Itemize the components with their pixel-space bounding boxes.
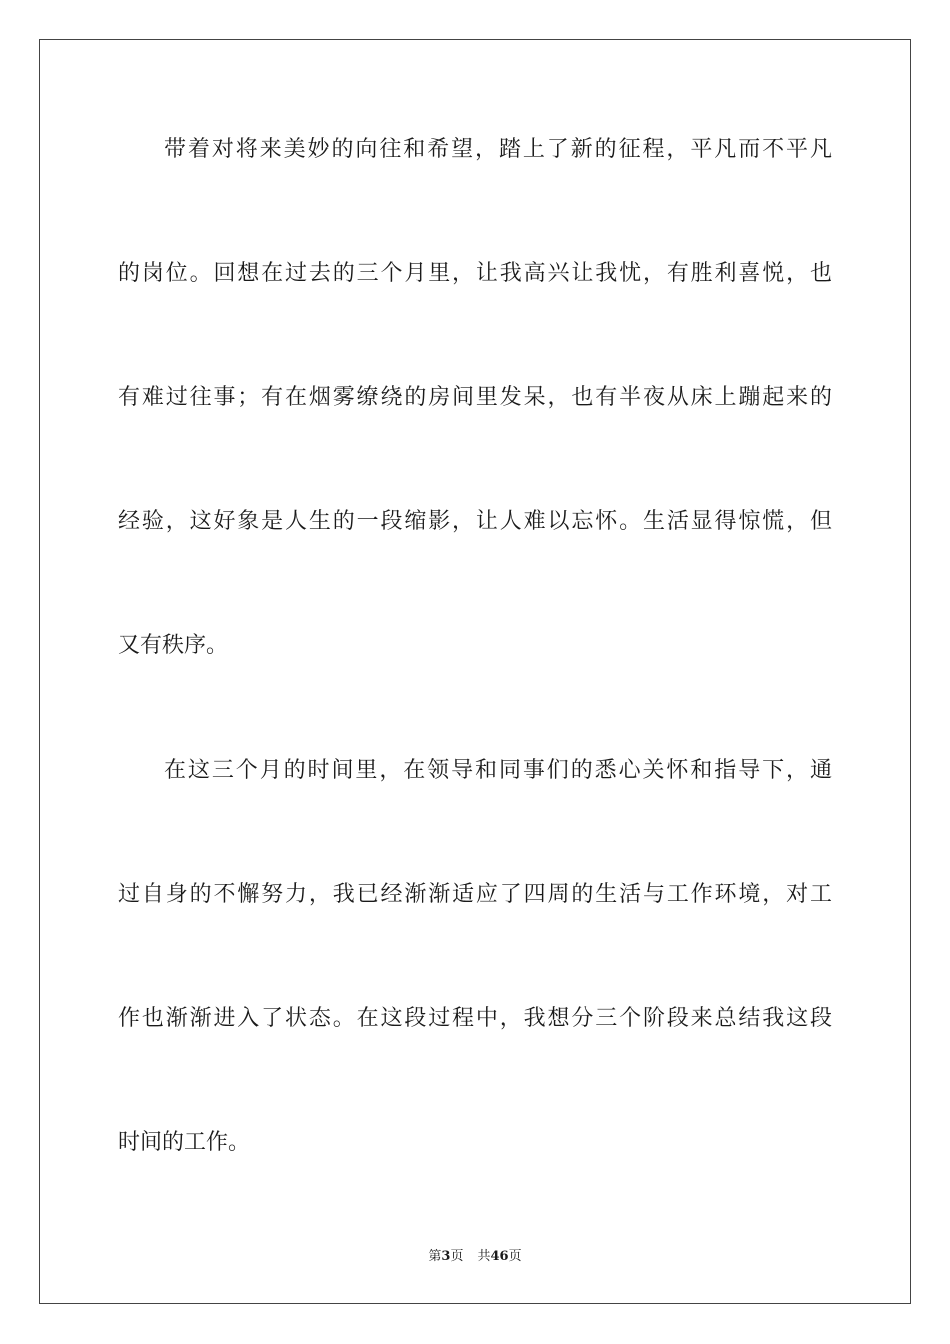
paragraph-1-line-2: 的岗位。回想在过去的三个月里，让我高兴让我忧，有胜利喜悦，也 [118, 261, 832, 286]
paragraph-1-line-5: 又有秩序。 [118, 633, 229, 658]
paragraph-1-line-1: 带着对将来美妙的向往和希望，踏上了新的征程，平凡而不平凡 [164, 137, 832, 162]
total-pages: 46 [490, 1249, 509, 1264]
page-prefix: 第 [428, 1249, 442, 1264]
paragraph-2-line-1: 在这三个月的时间里，在领导和同事们的悉心关怀和指导下，通 [164, 758, 832, 783]
total-suffix: 页 [508, 1249, 522, 1264]
page-suffix: 页 [450, 1249, 464, 1264]
paragraph-1-line-3: 有难过往事；有在烟雾缭绕的房间里发呆，也有半夜从床上蹦起来的 [118, 385, 832, 410]
total-prefix: 共 [477, 1249, 491, 1264]
paragraph-2-line-2: 过自身的不懈努力，我已经渐渐适应了四周的生活与工作环境，对工 [118, 882, 832, 907]
paragraph-2-line-3: 作也渐渐进入了状态。在这段过程中，我想分三个阶段来总结我这段 [118, 1006, 832, 1031]
paragraph-1-line-4: 经验，这好象是人生的一段缩影，让人难以忘怀。生活显得惊慌，但 [118, 509, 832, 534]
page-footer [0, 1248, 950, 1266]
page-number: 3 [441, 1249, 451, 1264]
paragraph-2-line-4: 时间的工作。 [118, 1130, 251, 1155]
page-frame [39, 39, 911, 1304]
